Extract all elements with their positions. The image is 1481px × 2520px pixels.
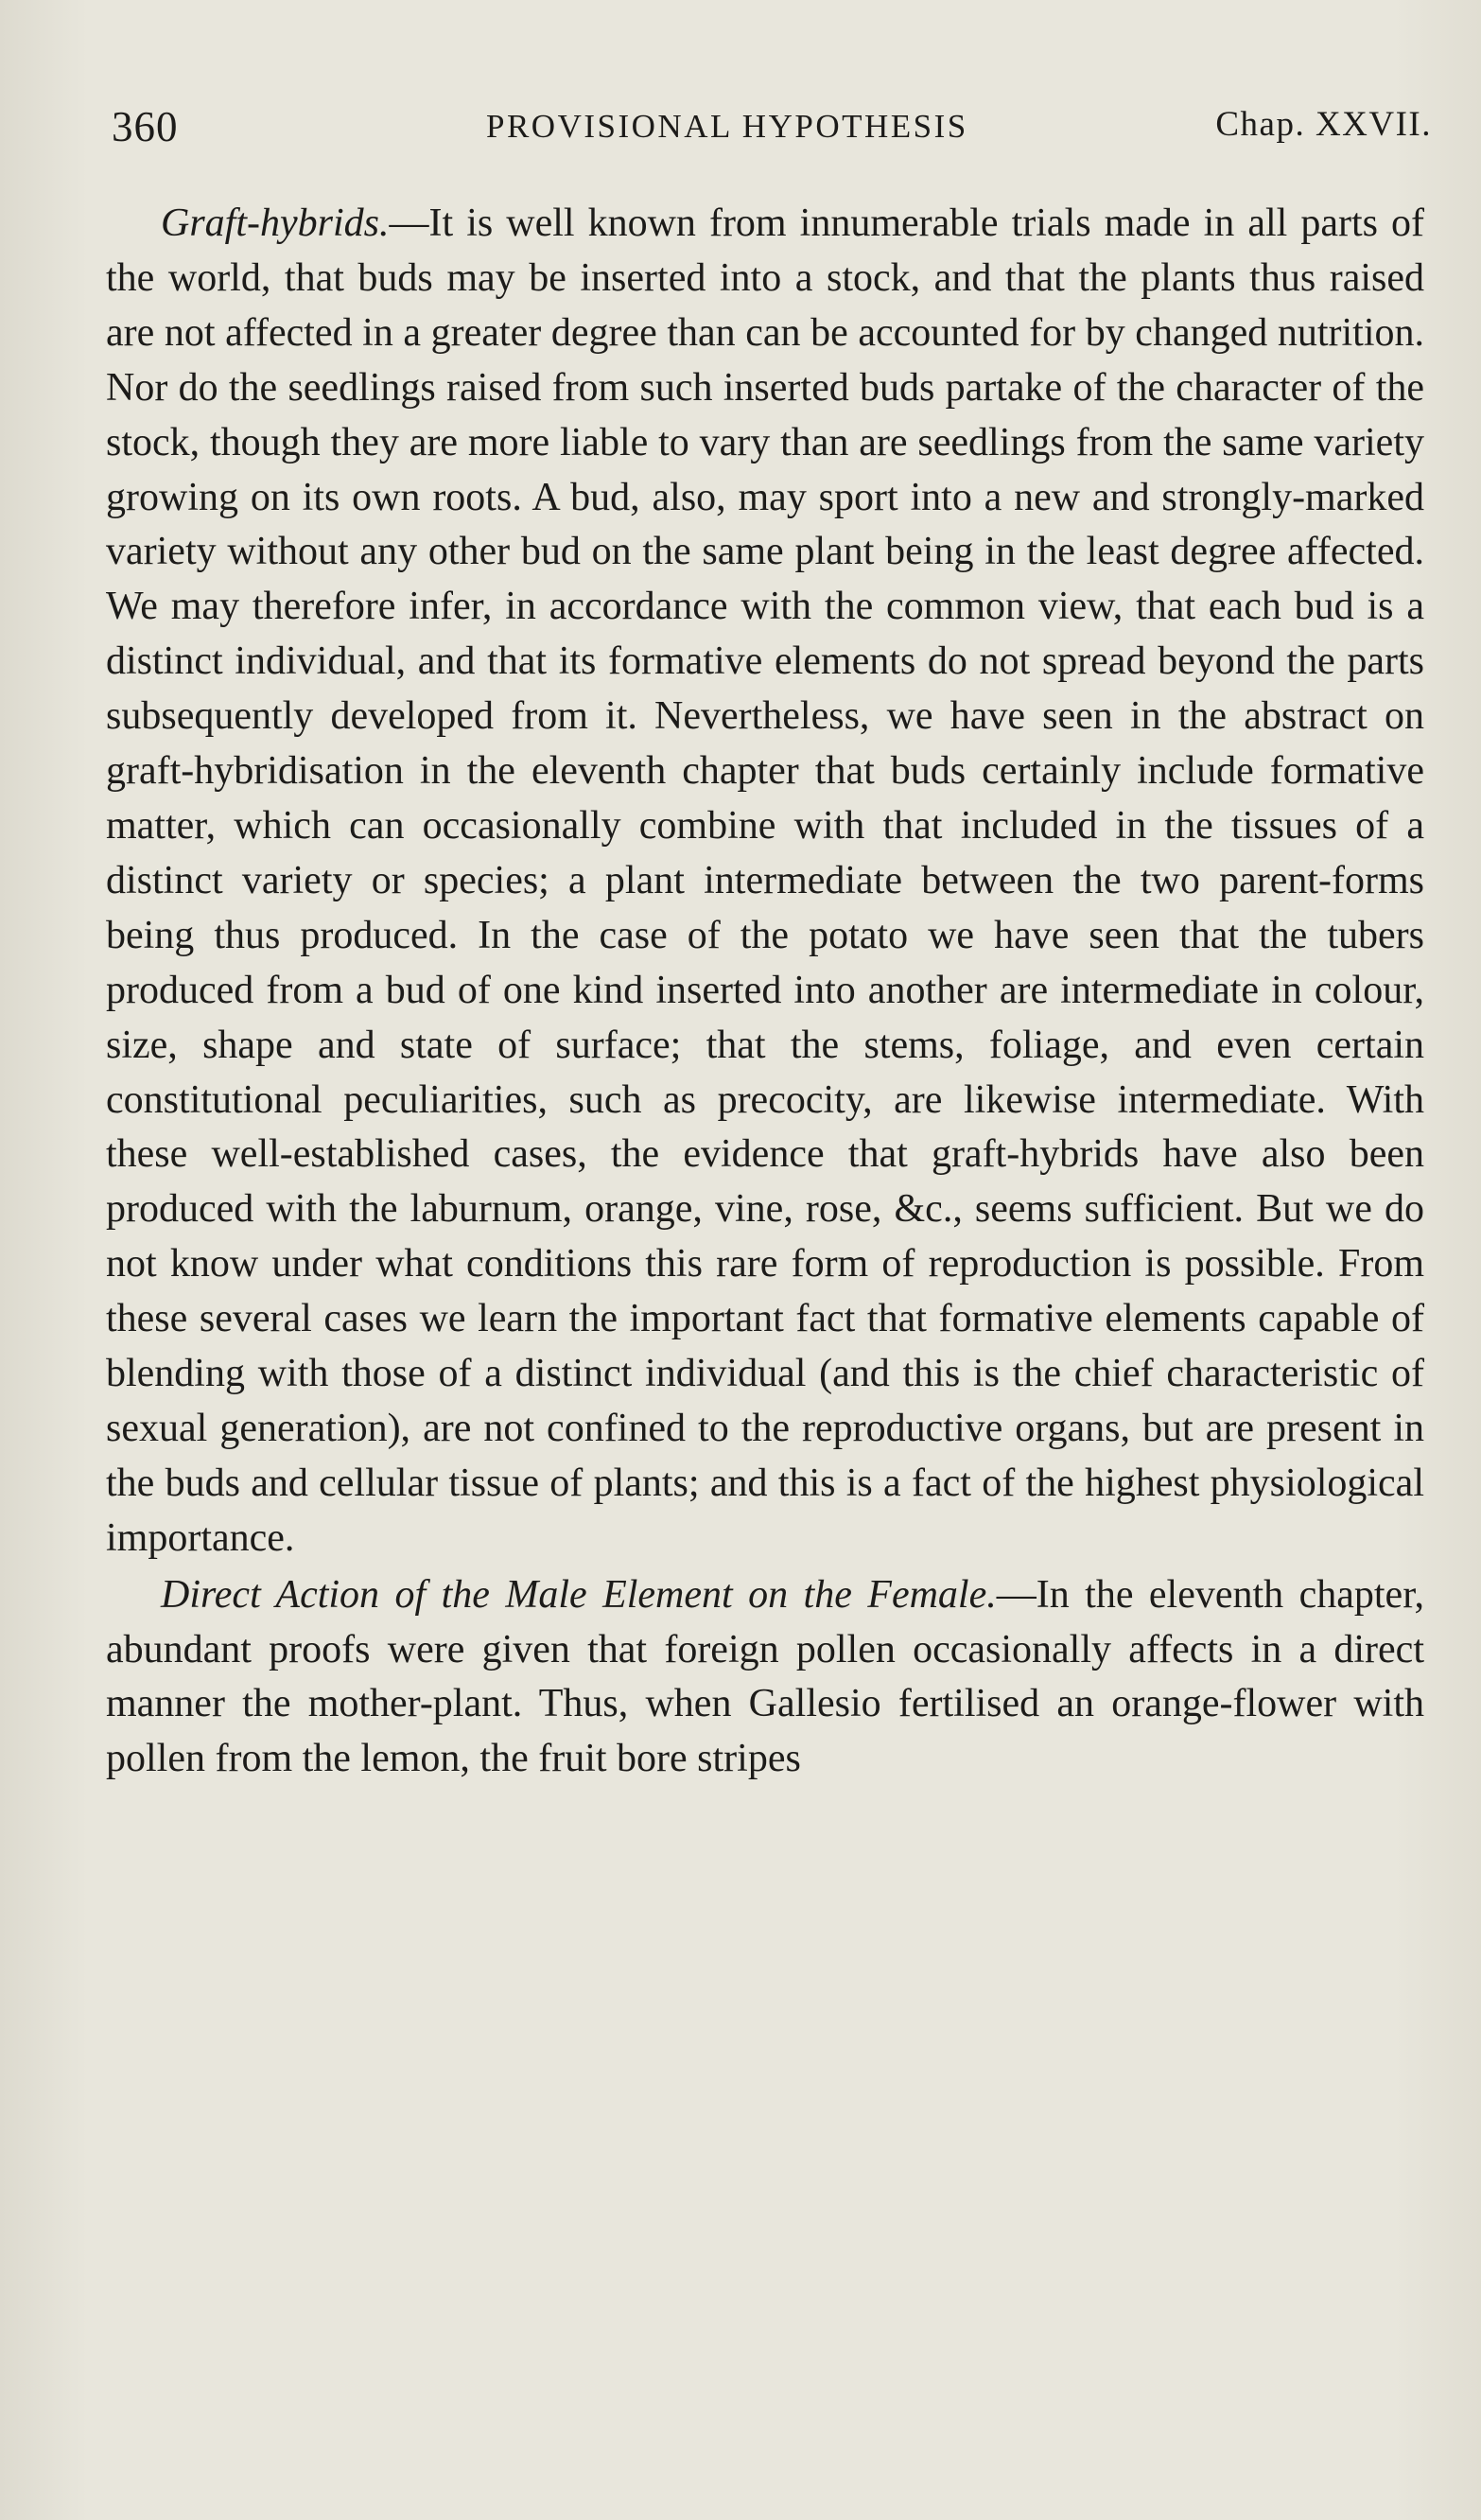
- paragraph-text: —In the eleventh chapter, abundant proofs were given that foreign pollen occasionally affects in a direct manner the mother-plant. Thus, when Gallesio fertilised an orange-flower with pollen from the lemon, the fruit bore stripes: [106, 1572, 1424, 1781]
- chapter-reference: Chap. XXVII.: [1215, 105, 1432, 144]
- page-number: 360: [112, 103, 179, 150]
- paragraph-direct-action: [106, 1568, 1424, 1788]
- section-heading-direct-action: Direct Action of the Male Element on the Female.: [161, 1572, 997, 1617]
- paragraph-graft-hybrids: [106, 197, 1424, 1566]
- running-header: [112, 102, 1432, 155]
- paragraph-text: —It is well known from innumerable trials made in all parts of the world, that buds may be inserted into a stock, and that the plants thus raised are not affected in a greater degree than can be accounted for by changed nutrition. Nor do the seedlings raised from such inserted buds partake of the character of the stock, though they are more liable to vary than are seedlings from the same variety growing on its own roots. A bud, also, may sport into a new and strongly-marked variety without any other bud on the same plant being in the least degree affected. We may therefore infer, in accordance with the common view, that each bud is a distinct individual, and that its formative elements do not spread beyond the parts subsequently developed from it. Nevertheless, we have seen in the abstract on graft-hybridisation in the eleventh chapter that buds certainly include formative matter, which can occasionally combine with that included in the tissues of a distinct variety or species; a plant intermediate between the two parent-forms being thus produced. In the case of the potato we have seen that the tubers produced from a bud of one kind inserted into another are intermediate in colour, size, shape and state of surface; that the stems, foliage, and even certain constitutional peculiarities, such as precocity, are likewise intermediate. With these well-established cases, the evidence that graft-hybrids have also been produced with the laburnum, orange, vine, rose, &c., seems sufficient. But we do not know under what conditions this rare form of reproduction is possible. From these several cases we learn the important fact that formative elements capable of blending with those of a distinct individual (and this is the chief characteristic of sexual generation), are not confined to the reproductive organs, but are present in the buds and cellular tissue of plants; and this is a fact of the highest physiological importance.: [106, 201, 1424, 1560]
- running-title: PROVISIONAL HYPOTHESIS: [486, 108, 968, 145]
- body-text: [106, 197, 1424, 1787]
- section-heading-graft-hybrids: Graft-hybrids.: [161, 201, 390, 245]
